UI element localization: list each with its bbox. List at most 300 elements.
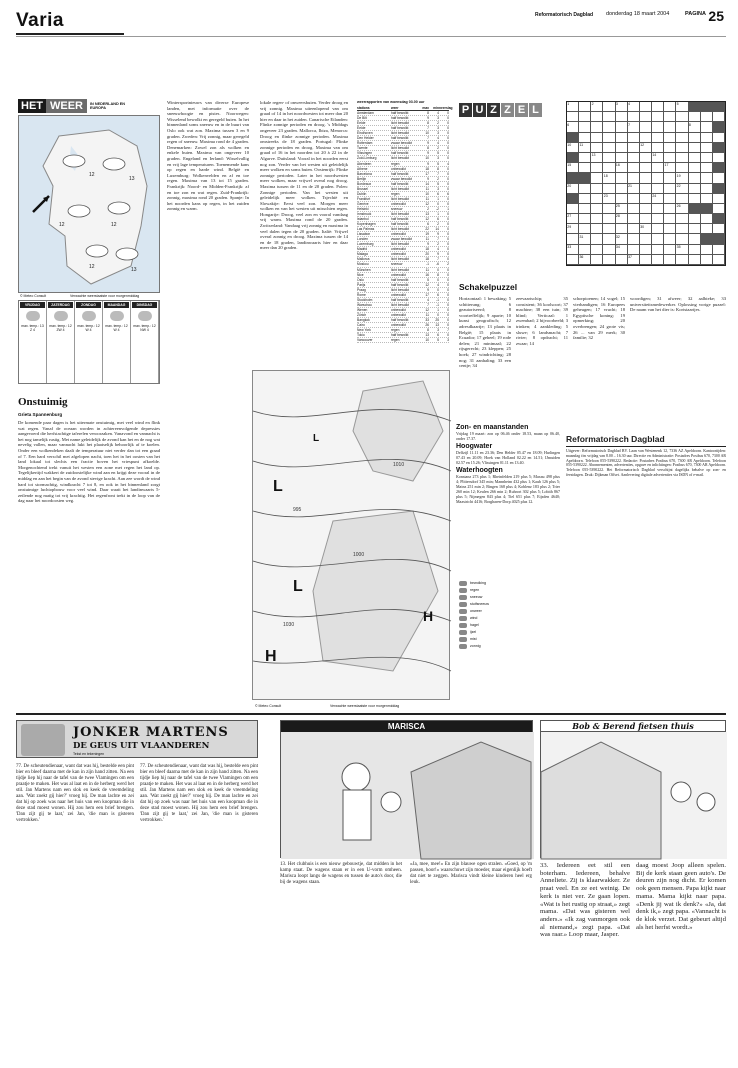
grid-cell[interactable] — [603, 112, 615, 122]
table-cell: 2 — [437, 242, 439, 247]
grid-cell[interactable] — [689, 173, 701, 183]
svg-text:1030: 1030 — [283, 622, 295, 628]
grid-cell[interactable] — [640, 234, 652, 244]
grid-cell[interactable] — [603, 224, 615, 234]
grid-cell[interactable] — [676, 214, 688, 224]
grid-cell[interactable] — [664, 234, 676, 244]
grid-cell[interactable]: 22 — [676, 184, 688, 194]
table-cell: New York — [357, 328, 371, 333]
grid-cell[interactable] — [701, 173, 713, 183]
grid-cell[interactable] — [628, 245, 640, 255]
weather-map-caption: Verwachte weerstaatste voor morgenmiddag — [70, 294, 140, 298]
table-cell: Genève — [357, 201, 369, 206]
table-cell: licht bewolkt — [391, 186, 409, 191]
table-cell: Warschau — [357, 302, 372, 307]
grid-cell[interactable] — [701, 112, 713, 122]
table-cell: Rotterdam — [357, 141, 373, 146]
table-col-header: weer — [391, 106, 399, 110]
table-cell: 4 — [437, 247, 439, 252]
table-cell: 8 — [437, 272, 439, 277]
grid-cell[interactable] — [616, 224, 628, 234]
grid-cell[interactable] — [640, 112, 652, 122]
grid-cell[interactable] — [603, 122, 615, 132]
grid-cell[interactable] — [640, 245, 652, 255]
grid-cell[interactable]: 7 — [628, 122, 640, 132]
table-cell: 7 — [427, 302, 429, 307]
table-cell: 18 — [425, 166, 429, 171]
grid-cell[interactable] — [701, 133, 713, 143]
grid-cell[interactable] — [579, 204, 591, 214]
grid-cell[interactable]: 10 — [567, 143, 579, 153]
legend-label: ijzel — [470, 630, 477, 634]
grid-cell[interactable] — [579, 102, 591, 112]
table-cell: half bewolkt — [391, 171, 409, 176]
grid-cell[interactable] — [689, 214, 701, 224]
grid-cell[interactable] — [567, 255, 579, 265]
grid-cell[interactable] — [664, 184, 676, 194]
table-cell: onbewolkt — [391, 232, 406, 237]
grid-cell[interactable] — [616, 184, 628, 194]
table-cell: 1 — [437, 307, 439, 312]
table-cell: half bewolkt — [391, 282, 409, 287]
grid-cell[interactable] — [664, 133, 676, 143]
grid-cell[interactable] — [676, 153, 688, 163]
grid-cell[interactable]: 27 — [567, 214, 579, 224]
grid-cell[interactable] — [652, 245, 664, 255]
table-cell: half bewolkt — [391, 111, 409, 116]
grid-cell[interactable]: 31 — [579, 234, 591, 244]
grid-cell[interactable] — [591, 133, 603, 143]
grid-cell[interactable] — [603, 143, 615, 153]
weather-map-nl — [18, 115, 160, 293]
grid-cell[interactable] — [640, 133, 652, 143]
table-cell: onbewolkt — [391, 166, 406, 171]
forecast-temp: max. temp.: 12 — [49, 324, 72, 328]
grid-cell[interactable] — [603, 204, 615, 214]
grid-cell[interactable] — [689, 143, 701, 153]
svg-text:H: H — [423, 608, 434, 624]
table-cell: 0 — [447, 242, 449, 247]
forecast-day-name: ZONDAG — [76, 302, 101, 308]
cloud-icon — [110, 311, 124, 321]
grid-cell[interactable] — [616, 122, 628, 132]
grid-cell[interactable] — [591, 143, 603, 153]
grid-cell[interactable]: 28 — [616, 214, 628, 224]
grid-cell[interactable] — [579, 214, 591, 224]
grid-cell[interactable] — [689, 224, 701, 234]
table-cell: Innsbruck — [357, 211, 372, 216]
grid-cell[interactable] — [591, 234, 603, 244]
table-cell: 4 — [447, 161, 449, 166]
grid-cell[interactable] — [616, 112, 628, 122]
grid-cell[interactable] — [603, 102, 615, 112]
grid-cell[interactable]: 35 — [676, 245, 688, 255]
grid-cell[interactable] — [652, 133, 664, 143]
grid-cell[interactable] — [676, 255, 688, 265]
jonker-martens-sub: DE GEUS UIT VLAANDEREN — [73, 741, 210, 751]
grid-cell[interactable]: 33 — [567, 245, 579, 255]
table-cell: 0 — [447, 323, 449, 328]
grid-cell[interactable]: 5 — [676, 102, 688, 112]
table-cell: 6 — [447, 191, 449, 196]
table-cell: 7 — [427, 136, 429, 141]
table-cell: 0 — [447, 186, 449, 191]
grid-cell[interactable] — [640, 214, 652, 224]
grid-cell[interactable] — [689, 234, 701, 244]
grid-cell[interactable] — [664, 245, 676, 255]
grid-cell[interactable]: 21 — [628, 184, 640, 194]
svg-text:995: 995 — [293, 507, 302, 513]
grid-cell[interactable] — [603, 153, 615, 163]
grid-cell[interactable]: 19 — [676, 173, 688, 183]
grid-cell[interactable] — [676, 122, 688, 132]
grid-cell[interactable] — [689, 184, 701, 194]
grid-cell[interactable]: 2 — [591, 102, 603, 112]
grid-cell[interactable] — [603, 214, 615, 224]
table-col-header: max — [422, 106, 429, 110]
grid-cell — [713, 143, 725, 153]
table-cell: 6 — [427, 222, 429, 227]
grid-cell[interactable] — [652, 204, 664, 214]
table-cell: 8 — [427, 146, 429, 151]
grid-cell[interactable] — [701, 184, 713, 194]
grid-cell[interactable]: 13 — [591, 153, 603, 163]
grid-cell[interactable] — [616, 194, 628, 204]
grid-cell[interactable] — [640, 204, 652, 214]
grid-cell[interactable] — [713, 194, 725, 204]
puzzel-logo-letter: L — [529, 103, 542, 117]
page-label: PAGINA — [685, 11, 706, 17]
crossword-grid[interactable] — [566, 101, 726, 266]
cloud-icon — [138, 311, 152, 321]
colophon — [566, 434, 726, 704]
grid-cell[interactable]: 17 — [664, 163, 676, 173]
grid-cell[interactable] — [579, 184, 591, 194]
table-cell: 0 — [447, 312, 449, 317]
grid-cell[interactable] — [652, 112, 664, 122]
table-cell: Helsinki — [357, 206, 369, 211]
grid-cell[interactable]: 15 — [567, 163, 579, 173]
table-cell: 2 — [437, 176, 439, 181]
grid-cell[interactable] — [664, 102, 676, 112]
grid-cell[interactable]: 6 — [567, 122, 579, 132]
grid-cell[interactable] — [603, 234, 615, 244]
grid-cell[interactable] — [640, 173, 652, 183]
grid-cell[interactable] — [579, 122, 591, 132]
grid-cell[interactable]: 23 — [603, 194, 615, 204]
grid-cell[interactable] — [652, 255, 664, 265]
grid-cell[interactable] — [652, 102, 664, 112]
grid-cell[interactable] — [689, 153, 701, 163]
table-cell: Nice — [357, 272, 364, 277]
svg-text:L: L — [293, 578, 303, 595]
grid-cell[interactable] — [701, 163, 713, 173]
grid-cell[interactable] — [652, 122, 664, 132]
marisca-col1: 13. Het clubhuis is een nieuw gebouwtje, dat midden in het kamp staat. De wagens staan er in een U-vorm omheen. Marisca loopt langs de wagens en tussen de auto's door, die bij de wagens staan. — [280, 862, 402, 885]
table-cell: 3 — [437, 126, 439, 131]
grid-cell[interactable]: 34 — [616, 245, 628, 255]
grid-cell[interactable]: 32 — [616, 234, 628, 244]
grid-cell[interactable] — [628, 173, 640, 183]
section-title: Varia — [16, 10, 64, 31]
grid-cell[interactable] — [567, 234, 579, 244]
cloud-icon — [54, 311, 68, 321]
table-cell: onbewolkt — [391, 307, 406, 312]
grid-cell[interactable] — [652, 143, 664, 153]
grid-cell[interactable] — [603, 163, 615, 173]
table-cell: 7 — [447, 328, 449, 333]
grid-cell[interactable]: 18 — [603, 173, 615, 183]
table-cell: 0 — [447, 292, 449, 297]
grid-cell[interactable] — [603, 255, 615, 265]
grid-cell[interactable] — [713, 204, 725, 214]
grid-cell[interactable] — [640, 255, 652, 265]
grid-cell[interactable]: 29 — [567, 224, 579, 234]
table-cell: Moskou — [357, 262, 369, 267]
legend-label: regen — [470, 588, 480, 592]
weather-map-credit: © Meteo Consult — [20, 294, 47, 298]
grid-cell[interactable] — [616, 153, 628, 163]
grid-cell[interactable] — [640, 163, 652, 173]
table-cell: 12 — [425, 307, 429, 312]
grid-cell[interactable] — [664, 255, 676, 265]
grid-cell[interactable] — [676, 224, 688, 234]
grid-cell[interactable] — [664, 112, 676, 122]
grid-cell[interactable] — [701, 122, 713, 132]
grid-cell[interactable] — [701, 153, 713, 163]
grid-cell[interactable] — [616, 255, 628, 265]
grid-cell[interactable] — [701, 143, 713, 153]
grid-cell — [713, 184, 725, 194]
grid-cell[interactable] — [591, 173, 603, 183]
grid-cell[interactable] — [652, 214, 664, 224]
grid-cell[interactable] — [664, 224, 676, 234]
grid-cell[interactable]: 20 — [567, 184, 579, 194]
weather-legend — [456, 580, 560, 650]
grid-cell[interactable] — [664, 153, 676, 163]
grid-cell[interactable] — [664, 194, 676, 204]
grid-cell[interactable]: 16 — [616, 163, 628, 173]
grid-cell[interactable] — [591, 255, 603, 265]
jonker-martens-col2: 77. De scheutendienaar, want dat was hij, bestelde een pint bier en bleef daarna met de kan in zijn hand zitten. Na een tijdje liep hij naar de tafel van de twee Vlamingen om een praatje te maken. Het was al laat en in de herberg werd het stil. Jan Martens nam een slok en keek de vreemdeling aan. 'Wat zoekt gij hier?' vroeg hij. De man lachte en zei dat hij op zoek was naar het huis van een koopman die in deze stad moest wonen. Hij zou hem een brief brengen. 'Dan zijt gij te laat,' zei Jan, 'die man is gisteren vertrokken.' — [140, 764, 258, 823]
puzzel-logo-letter: Z — [487, 103, 500, 117]
grid-cell[interactable] — [640, 102, 652, 112]
grid-cell[interactable] — [591, 214, 603, 224]
grid-cell[interactable] — [616, 143, 628, 153]
table-cell: -6 — [436, 262, 439, 267]
grid-cell[interactable] — [628, 112, 640, 122]
grid-cell[interactable] — [713, 173, 725, 183]
bob-berend-comic — [540, 720, 726, 858]
grid-cell[interactable] — [579, 133, 591, 143]
grid-cell[interactable]: 8 — [689, 122, 701, 132]
grid-cell[interactable] — [652, 234, 664, 244]
pressure-map-caption: Verwachte weerstaatste voor morgenmiddag — [330, 704, 400, 708]
table-cell: half bewolkt — [391, 222, 409, 227]
grid-cell[interactable] — [713, 245, 725, 255]
grid-cell[interactable] — [628, 163, 640, 173]
table-cell: licht bewolkt — [391, 211, 409, 216]
grid-cell[interactable] — [689, 245, 701, 255]
grid-cell[interactable] — [664, 122, 676, 132]
table-cell: licht bewolkt — [391, 242, 409, 247]
grid-cell[interactable] — [579, 112, 591, 122]
table-cell: Zürich — [357, 312, 367, 317]
table-cell: 0 — [447, 307, 449, 312]
grid-cell[interactable] — [701, 194, 713, 204]
grid-cell[interactable] — [603, 245, 615, 255]
grid-cell[interactable] — [664, 173, 676, 183]
grid-cell[interactable]: 11 — [579, 143, 591, 153]
grid-cell[interactable] — [591, 163, 603, 173]
grid-cell[interactable] — [579, 224, 591, 234]
grid-cell[interactable]: 12 — [640, 143, 652, 153]
legend-label: zonnig — [470, 644, 481, 648]
table-cell: 10 — [425, 156, 429, 161]
grid-cell[interactable] — [713, 112, 725, 122]
table-cell: regen — [391, 338, 400, 343]
forecast-day — [75, 301, 103, 383]
grid-cell[interactable] — [689, 133, 701, 143]
table-cell: 0 — [447, 277, 449, 282]
legend-icon — [459, 609, 467, 614]
grid-cell[interactable] — [616, 173, 628, 183]
grid-cell[interactable] — [701, 214, 713, 224]
grid-cell[interactable] — [628, 133, 640, 143]
grid-cell[interactable] — [591, 184, 603, 194]
grid-cell[interactable] — [713, 255, 725, 265]
grid-cell[interactable] — [652, 184, 664, 194]
grid-cell[interactable] — [603, 133, 615, 143]
table-cell: Tokio — [357, 333, 365, 338]
table-cell: 17 — [425, 171, 429, 176]
svg-text:13: 13 — [129, 176, 135, 182]
grid-cell[interactable] — [689, 163, 701, 173]
jonker-martens-illustration — [21, 724, 65, 756]
grid-cell[interactable]: 4 — [628, 102, 640, 112]
grid-cell[interactable] — [640, 153, 652, 163]
grid-cell[interactable] — [676, 163, 688, 173]
page-number: 25 — [708, 8, 724, 24]
jonker-martens-name: JONKER MARTENS — [73, 725, 229, 740]
table-cell: onbewolkt — [391, 312, 406, 317]
grid-cell[interactable]: 36 — [579, 255, 591, 265]
puzzle-col4: woordigen; 31 afweer; 32 aalbieke; 33 universiteitsmedewerker. Oplossing vorige puzzel: De naam van het dier is: Kortstaartjes. — [630, 296, 726, 313]
table-cell: 0 — [447, 116, 449, 121]
grid-cell[interactable] — [628, 153, 640, 163]
grid-cell[interactable] — [640, 184, 652, 194]
grid-cell[interactable] — [628, 194, 640, 204]
grid-cell — [701, 234, 713, 244]
grid-cell[interactable] — [603, 184, 615, 194]
grid-cell[interactable] — [591, 122, 603, 132]
grid-cell[interactable] — [713, 153, 725, 163]
grid-cell[interactable] — [579, 163, 591, 173]
grid-cell[interactable] — [616, 133, 628, 143]
grid-cell[interactable] — [701, 245, 713, 255]
grid-cell[interactable] — [689, 112, 701, 122]
grid-cell[interactable]: 3 — [616, 102, 628, 112]
comics-rule — [16, 713, 726, 715]
grid-cell[interactable] — [689, 255, 701, 265]
grid-cell[interactable] — [591, 224, 603, 234]
grid-cell[interactable] — [701, 224, 713, 234]
grid-cell[interactable] — [591, 204, 603, 214]
grid-cell[interactable] — [628, 234, 640, 244]
grid-cell[interactable] — [689, 194, 701, 204]
grid-cell[interactable] — [628, 143, 640, 153]
grid-cell[interactable] — [628, 214, 640, 224]
grid-cell[interactable]: 24 — [652, 194, 664, 204]
grid-cell[interactable] — [567, 204, 579, 214]
grid-cell[interactable] — [591, 245, 603, 255]
bob-berend-title: Bob & Berend fietsen thuis — [541, 721, 725, 732]
forecast-wind: Z 4 — [30, 328, 35, 332]
table-cell: half bewolkt — [391, 126, 409, 131]
grid-cell[interactable] — [579, 194, 591, 204]
table-cell: Wenen — [357, 307, 368, 312]
grid-cell[interactable] — [676, 234, 688, 244]
grid-cell — [689, 102, 701, 112]
grid-cell[interactable] — [628, 224, 640, 234]
grid-cell — [713, 163, 725, 173]
grid-cell[interactable] — [628, 204, 640, 214]
table-cell: Cairo — [357, 323, 365, 328]
grid-cell[interactable]: 1 — [567, 102, 579, 112]
table-cell: 0 — [447, 282, 449, 287]
grid-cell[interactable] — [664, 143, 676, 153]
grid-cell[interactable] — [676, 133, 688, 143]
grid-cell[interactable]: 30 — [640, 224, 652, 234]
grid-cell[interactable] — [664, 204, 676, 214]
grid-cell[interactable]: 25 — [616, 204, 628, 214]
grid-cell[interactable] — [713, 133, 725, 143]
sun-moon-title: Zon- en maanstanden — [456, 424, 529, 431]
cloud-icon — [82, 311, 96, 321]
grid-cell[interactable] — [676, 143, 688, 153]
table-cell: licht bewolkt — [391, 302, 409, 307]
grid-cell[interactable] — [652, 163, 664, 173]
legend-icon — [459, 623, 467, 628]
grid-cell[interactable] — [664, 214, 676, 224]
grid-cell[interactable]: 26 — [676, 204, 688, 214]
grid-cell[interactable] — [701, 255, 713, 265]
grid-cell[interactable] — [676, 112, 688, 122]
grid-cell[interactable]: 37 — [628, 255, 640, 265]
table-cell: licht bewolkt — [391, 131, 409, 136]
grid-cell[interactable] — [652, 173, 664, 183]
grid-cell[interactable] — [567, 112, 579, 122]
svg-text:13: 13 — [131, 267, 137, 273]
table-cell: 5 — [437, 181, 439, 186]
grid-cell[interactable] — [640, 194, 652, 204]
grid-cell[interactable] — [676, 194, 688, 204]
grid-cell[interactable] — [640, 122, 652, 132]
forecast-temp: max. temp.: 12 — [77, 324, 100, 328]
table-cell: Kopenhagen — [357, 222, 376, 227]
grid-cell[interactable] — [591, 194, 603, 204]
svg-text:12: 12 — [111, 222, 117, 228]
table-col-header: min — [433, 106, 439, 110]
grid-cell[interactable] — [579, 153, 591, 163]
grid-cell[interactable] — [713, 224, 725, 234]
grid-cell[interactable] — [591, 112, 603, 122]
table-cell: 19 — [425, 232, 429, 237]
grid-cell[interactable]: 14 — [652, 153, 664, 163]
grid-cell[interactable] — [579, 245, 591, 255]
grid-cell[interactable] — [652, 224, 664, 234]
table-cell: 11 — [425, 312, 429, 317]
